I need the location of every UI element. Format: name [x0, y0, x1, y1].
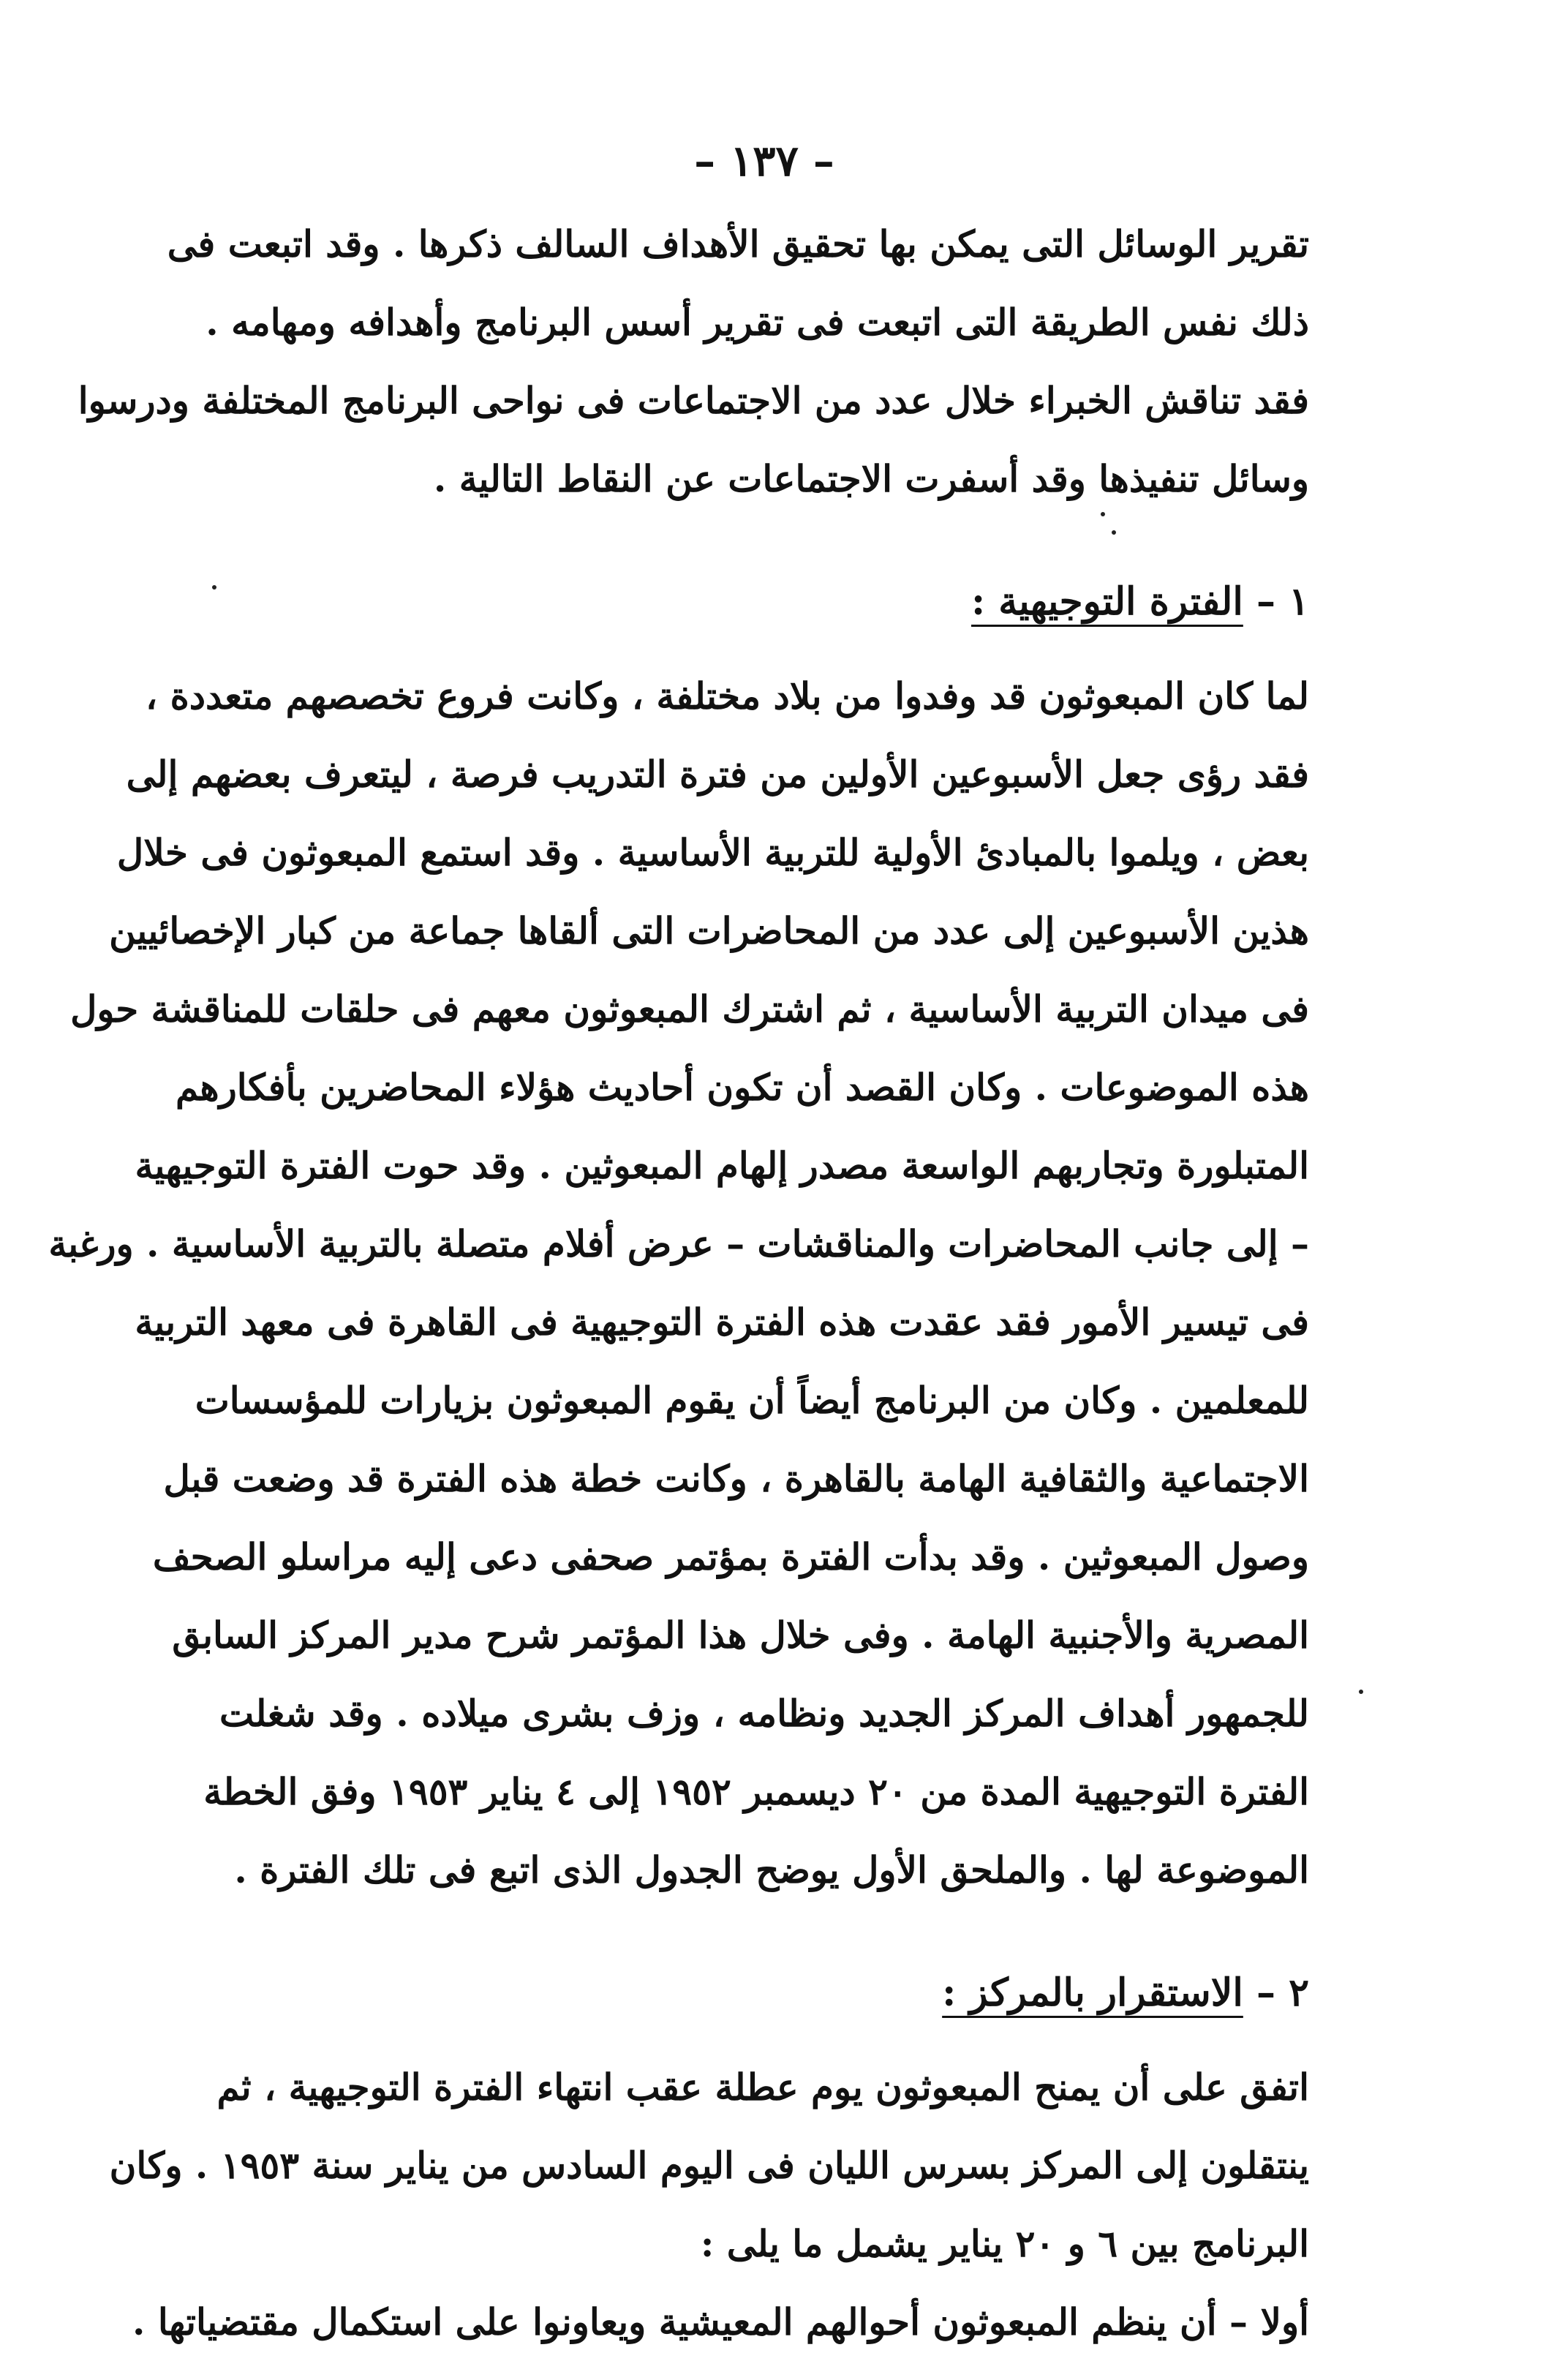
- text-line: لما كان المبعوثون قد وفدوا من بلاد مختلفة ، وكانت فروع تخصصهم متعددة ،: [146, 674, 1309, 718]
- text-line: وسائل تنفيذها وقد أسفرت الاجتماعات عن النقاط التالية .: [433, 457, 1309, 500]
- text-line: هذين الأسبوعين إلى عدد من المحاضرات التى ألقاها جماعة من كبار الإخصائيين: [109, 909, 1309, 952]
- text-line: المصرية والأجنبية الهامة . وفى خلال هذا المؤتمر شرح مدير المركز السابق: [172, 1613, 1309, 1657]
- section-heading-1: [219, 547, 1309, 657]
- text-line: البرنامج بين ٦ و ٢٠ يناير يشمل ما يلى :: [700, 2222, 1309, 2265]
- text-line: للمعلمين . وكان من البرنامج أيضاً أن يقوم المبعوثون بزيارات للمؤسسات: [195, 1379, 1309, 1422]
- text-line: فقد رؤى جعل الأسبوعين الأولين من فترة التدريب فرصة ، ليتعرف بعضهم إلى: [126, 753, 1309, 796]
- scan-speck: [1359, 1690, 1363, 1694]
- section-number: ١ –: [1256, 579, 1309, 624]
- text-line: الفترة التوجيهية المدة من ٢٠ ديسمبر ١٩٥٢ إلى ٤ يناير ١٩٥٣ وفق الخطة: [203, 1770, 1309, 1813]
- scan-speck: [1101, 512, 1105, 516]
- text-line: للجمهور أهداف المركز الجديد ونظامه ، وزف بشرى ميلاده . وقد شغلت: [219, 1692, 1309, 1735]
- intro-paragraph: [78, 205, 1309, 518]
- page-number: – ١٣٧ –: [694, 136, 834, 186]
- section-heading-2: [219, 1938, 1309, 2048]
- text-line: الموضوعة لها . والملحق الأول يوضح الجدول الذى اتبع فى تلك الفترة .: [234, 1848, 1309, 1891]
- scan-speck: [1112, 530, 1116, 535]
- section-title: الاستقرار بالمركز :: [942, 1970, 1243, 2015]
- section-title: الفترة التوجيهية :: [970, 579, 1243, 624]
- text-line: فى ميدان التربية الأساسية ، ثم اشترك المبعوثون معهم فى حلقات للمناقشة حول: [70, 987, 1309, 1031]
- text-line: – إلى جانب المحاضرات والمناقشات – عرض أفلام متصلة بالتربية الأساسية . ورغبة: [48, 1222, 1309, 1265]
- text-line: فى تيسير الأمور فقد عقدت هذه الفترة التوجيهية فى القاهرة فى معهد التربية: [135, 1300, 1309, 1344]
- text-line: تقرير الوسائل التى يمكن بها تحقيق الأهداف السالف ذكرها . وقد اتبعت فى: [167, 222, 1309, 266]
- section-number: ٢ –: [1256, 1970, 1309, 2015]
- scan-speck: [212, 585, 216, 590]
- document-page: [48, 132, 1309, 2343]
- text-line: وصول المبعوثين . وقد بدأت الفترة بمؤتمر صحفى دعى إليه مراسلو الصحف: [152, 1535, 1309, 1578]
- text-line: أولا – أن ينظم المبعوثون أحوالهم المعيشية ويعاونوا على استكمال مقتضياتها .: [132, 2300, 1309, 2343]
- text-line: المتبلورة وتجاربهم الواسعة مصدر إلهام المبعوثين . وقد حوت الفترة التوجيهية: [135, 1144, 1309, 1187]
- text-line: هذه الموضوعات . وكان القصد أن تكون أحاديث هؤلاء المحاضرين بأفكارهم: [176, 1066, 1309, 1109]
- text-line: اتفق على أن يمنح المبعوثون يوم عطلة عقب انتهاء الفترة التوجيهية ، ثم: [216, 2066, 1309, 2109]
- section-1-paragraph: [48, 657, 1309, 1909]
- text-line: فقد تناقش الخبراء خلال عدد من الاجتماعات فى نواحى البرنامج المختلفة ودرسوا: [78, 379, 1309, 422]
- text-line: ينتقلون إلى المركز بسرس الليان فى اليوم السادس من يناير سنة ١٩٥٣ . وكان: [109, 2144, 1309, 2187]
- section-2-paragraph: [109, 2048, 1309, 2361]
- text-line: الاجتماعية والثقافية الهامة بالقاهرة ، وكانت خطة هذه الفترة قد وضعت قبل: [163, 1457, 1309, 1500]
- text-line: ذلك نفس الطريقة التى اتبعت فى تقرير أسس البرنامج وأهدافه ومهامه .: [206, 301, 1309, 344]
- text-line: بعض ، ويلموا بالمبادئ الأولية للتربية الأساسية . وقد استمع المبعوثون فى خلال: [116, 831, 1309, 874]
